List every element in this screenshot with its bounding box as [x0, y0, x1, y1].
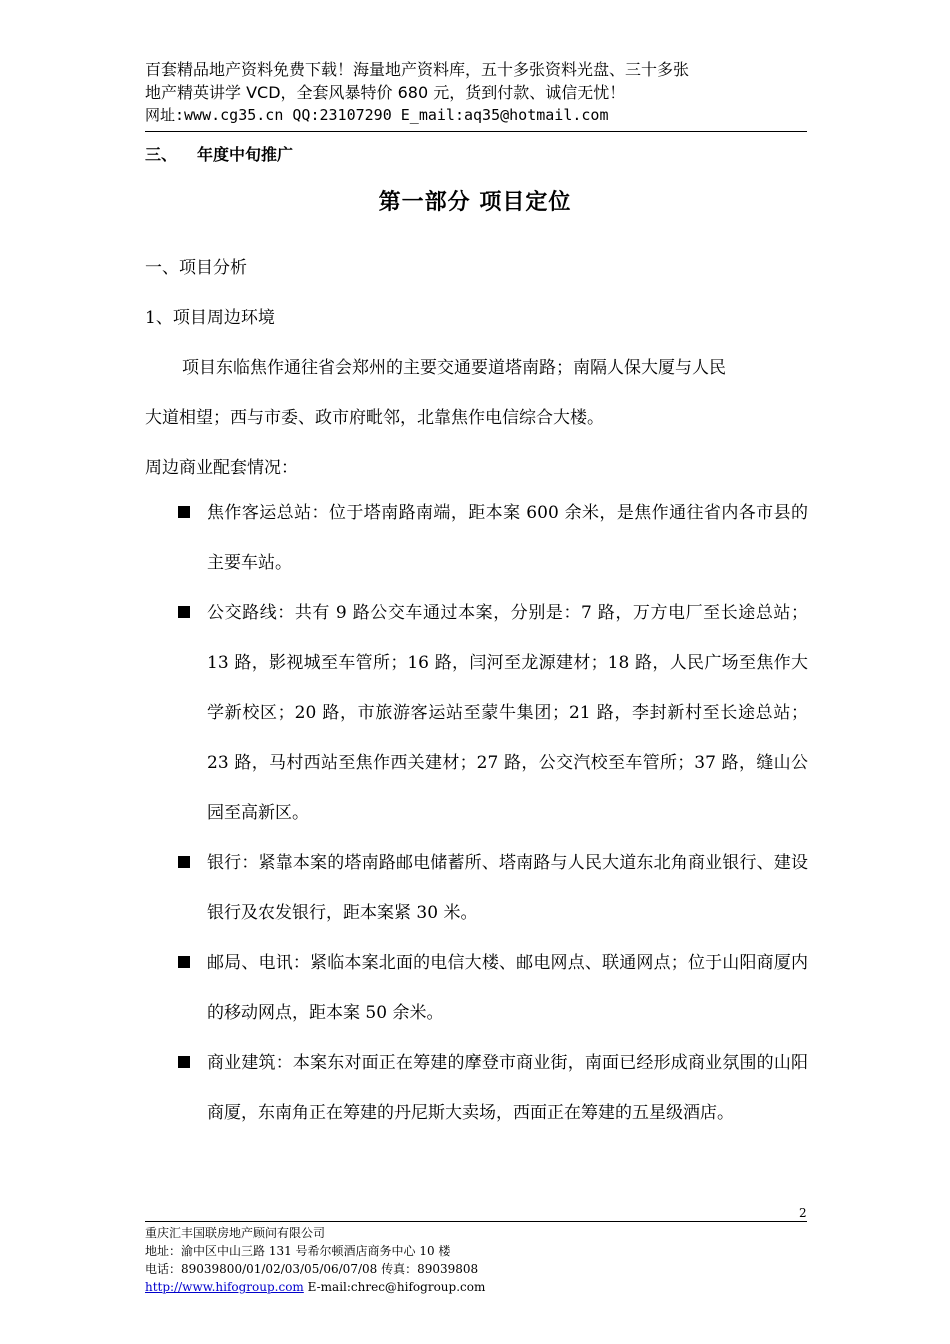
list-item — [178, 488, 808, 588]
list-item-text: 银行：紧靠本案的塔南路邮电储蓄所、塔南路与人民大道东北角商业银行、建设银行及农发银行，距本案紧 30 米。 — [207, 853, 808, 923]
list-item-text: 邮局、电讯：紧临本案北面的电信大楼、邮电网点、联通网点；位于山阳商厦内的移动网点，距本案 50 余米。 — [207, 953, 808, 1023]
header-ad-line-1: 百套精品地产资料免费下载！海量地产资料库，五十多张资料光盘、三十多张 — [145, 60, 690, 79]
header-ad-line-2: 地产精英讲学 VCD，全套风暴特价 680 元，货到付款、诚信无忧！ — [145, 83, 626, 102]
header-ad — [145, 58, 810, 127]
footer-address: 地址：渝中区中山三路 131 号希尔顿酒店商务中心 10 楼 — [145, 1244, 451, 1258]
list-item-text: 焦作客运总站：位于塔南路南端，距本案 600 余米，是焦作通往省内各市县的主要车站。 — [207, 503, 808, 573]
bullet-square-icon — [178, 856, 190, 868]
footer-divider — [145, 1221, 807, 1222]
heading-project-analysis: 一、项目分析 — [145, 258, 247, 278]
list-item-text: 商业建筑：本案东对面正在筹建的摩登市商业街，南面已经形成商业氛围的山阳商厦，东南角正在筹建的丹尼斯大卖场，西面正在筹建的五星级酒店。 — [207, 1053, 808, 1123]
section-heading — [145, 142, 293, 165]
bullet-square-icon — [178, 956, 190, 968]
page-number: 2 — [799, 1206, 807, 1220]
footer-company: 重庆汇丰国联房地产顾问有限公司 — [145, 1226, 326, 1240]
bullet-square-icon — [178, 1056, 190, 1068]
list-item — [178, 588, 808, 838]
bullet-square-icon — [178, 606, 190, 618]
part-title: 第一部分 项目定位 — [378, 190, 572, 215]
list-item — [178, 938, 808, 1038]
list-item — [178, 838, 808, 938]
header-ad-line-3: 网址:www.cg35.cn QQ:23107290 E_mail:aq35@hotmail.com — [145, 106, 609, 124]
bullet-square-icon — [178, 506, 190, 518]
footer-phone: 电话：89039800/01/02/03/05/06/07/08 传真：89039808 — [145, 1262, 479, 1276]
footer-contact — [145, 1278, 485, 1296]
footer — [145, 1224, 485, 1296]
list-item-text: 公交路线：共有 9 路公交车通过本案，分别是：7 路，万方电厂至长途总站；13 路，影视城至车管所；16 路，闫河至龙源建材；18 路，人民广场至焦作大学新校区；20 路，市旅游客运站至蒙牛集团；21 路，李封新村至长途总站；23 路，马村西站至焦作西关建材；27 路，公交汽校至车管所；37 路，缝山公园至高新区。 — [207, 603, 808, 823]
section-heading-text: 年度中旬推广 — [197, 145, 294, 164]
header-divider — [145, 131, 807, 132]
paragraph-location-line-2: 大道相望；西与市委、政市府毗邻，北靠焦作电信综合大楼。 — [145, 408, 604, 428]
list-item — [178, 1038, 808, 1138]
paragraph-location-line-1: 项目东临焦作通往省会郑州的主要交通要道塔南路；南隔人保大厦与人民 — [182, 358, 726, 378]
section-heading-number: 三、 — [145, 145, 178, 164]
heading-surroundings: 1、项目周边环境 — [145, 308, 275, 328]
footer-email: E-mail:chrec@hifogroup.com — [303, 1280, 486, 1294]
label-commercial-facilities: 周边商业配套情况： — [145, 458, 298, 478]
footer-website-link[interactable]: http://www.hifogroup.com — [145, 1280, 304, 1294]
